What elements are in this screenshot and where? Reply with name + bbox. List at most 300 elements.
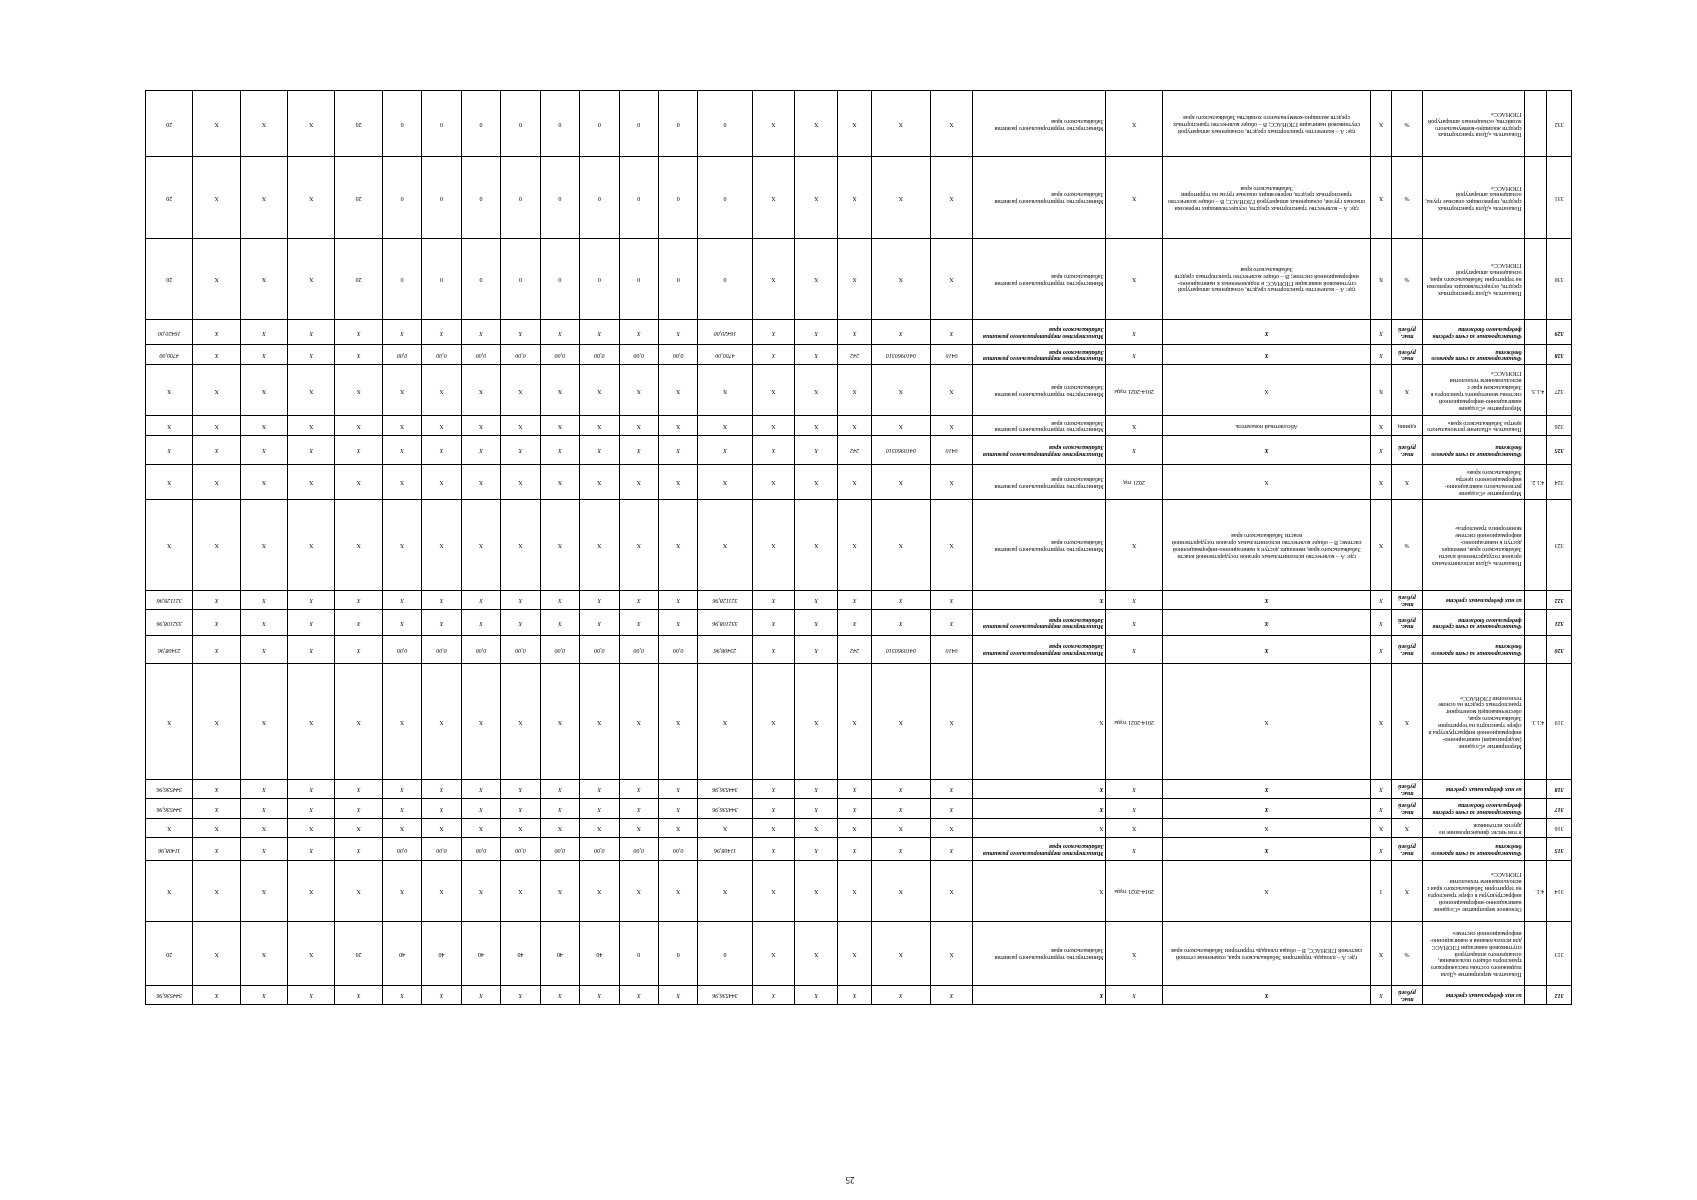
code-cell: X xyxy=(838,921,872,985)
code-cell: 0410960310 xyxy=(872,345,931,364)
year-value-cell: 0,00 xyxy=(422,345,461,364)
code-cell: X xyxy=(795,985,838,1004)
year-value-cell: X xyxy=(422,319,461,345)
year-value-cell: 0 xyxy=(501,91,540,157)
year-value-cell: X xyxy=(193,818,240,837)
code-cell: X xyxy=(930,838,973,861)
year-value-cell: X xyxy=(422,799,461,818)
item-name: Мероприятие «Создание регионального навигационно-информационного центра Забайкальского края» xyxy=(1423,464,1524,499)
weight-cell: X xyxy=(1371,91,1391,157)
year-value-cell: X xyxy=(619,435,658,464)
code-cell: X xyxy=(838,319,872,345)
table-row xyxy=(146,861,1572,921)
year-value-cell: X xyxy=(335,590,382,609)
code-cell: X xyxy=(838,779,872,798)
code-cell: X xyxy=(752,345,795,364)
code-cell: 0410960310 xyxy=(872,635,931,663)
code-cell: X xyxy=(752,91,795,157)
unit-cell: % xyxy=(1391,157,1423,238)
year-value-cell: 0,00 xyxy=(659,635,698,663)
year-value-cell: X xyxy=(461,500,500,591)
row-number: 332 xyxy=(1547,91,1572,157)
code-cell: X xyxy=(752,500,795,591)
year-value-cell: X xyxy=(619,779,658,798)
executor-cell: Министерство территориального развития Забайкальского края xyxy=(973,635,1106,663)
code-cell: X xyxy=(872,238,931,319)
unit-cell: тыс. рублей xyxy=(1391,779,1423,798)
year-value-cell: 0,00 xyxy=(659,345,698,364)
year-value-cell: X xyxy=(501,779,540,798)
year-value-cell: X xyxy=(461,416,500,435)
executor-cell: X xyxy=(973,861,1106,921)
final-value-cell: 23408,96 xyxy=(146,635,193,663)
item-name: Показатель «Доля исполнительных органов государственной власти Забайкальского края, имеющих доступ к навигационно-информационной системе мониторинга транспорта» xyxy=(1423,500,1524,591)
year-value-cell: X xyxy=(461,364,500,415)
item-index xyxy=(1524,985,1547,1004)
executor-cell: X xyxy=(973,799,1106,818)
weight-cell: X xyxy=(1371,921,1391,985)
total-cell: 0 xyxy=(698,91,752,157)
unit-cell: X xyxy=(1391,861,1423,921)
code-cell: X xyxy=(930,985,973,1004)
formula-cell: X xyxy=(1162,861,1371,921)
code-cell: X xyxy=(795,779,838,798)
code-cell: X xyxy=(872,416,931,435)
year-value-cell: 40 xyxy=(382,921,421,985)
code-cell: X xyxy=(872,818,931,837)
code-cell: X xyxy=(930,779,973,798)
code-cell: X xyxy=(838,500,872,591)
year-value-cell: X xyxy=(240,416,287,435)
item-name: Показатель «Доля транспортных средств, осуществляющих перевозки на территории Забайкальского края, оснащенных аппаратурой ГЛОНАСС» xyxy=(1423,238,1524,319)
code-cell: X xyxy=(838,838,872,861)
total-cell: X xyxy=(698,818,752,837)
code-cell: X xyxy=(795,610,838,636)
unit-cell: тыс. рублей xyxy=(1391,590,1423,609)
code-cell: 0410 xyxy=(930,345,973,364)
final-value-cell: X xyxy=(146,818,193,837)
code-cell: X xyxy=(795,663,838,779)
item-name: из них федеральных средств xyxy=(1423,779,1524,798)
year-value-cell: X xyxy=(335,345,382,364)
total-cell: 344536,96 xyxy=(698,799,752,818)
period-cell: X xyxy=(1106,779,1162,798)
year-value-cell: X xyxy=(461,610,500,636)
year-value-cell: X xyxy=(540,319,579,345)
table-row xyxy=(146,799,1572,818)
code-cell: X xyxy=(795,464,838,499)
year-value-cell: 0 xyxy=(540,91,579,157)
row-number: 315 xyxy=(1547,838,1572,861)
code-cell: 242 xyxy=(838,435,872,464)
item-index xyxy=(1524,319,1547,345)
year-value-cell: X xyxy=(288,985,335,1004)
year-value-cell: X xyxy=(659,861,698,921)
year-value-cell: X xyxy=(501,464,540,499)
period-cell: X xyxy=(1106,818,1162,837)
formula-cell: X xyxy=(1162,799,1371,818)
row-number: 330 xyxy=(1547,238,1572,319)
formula-cell: X xyxy=(1162,818,1371,837)
code-cell: X xyxy=(838,663,872,779)
year-value-cell: X xyxy=(461,663,500,779)
weight-cell: X xyxy=(1371,818,1391,837)
formula-cell: X xyxy=(1162,364,1371,415)
table-row xyxy=(146,779,1572,798)
year-value-cell: X xyxy=(461,464,500,499)
item-name: Показатель «Доля транспортных средств жилищно-коммунального хозяйства, оснащенных аппаратурой ГЛОНАСС» xyxy=(1423,91,1524,157)
code-cell: X xyxy=(795,91,838,157)
code-cell: X xyxy=(872,590,931,609)
row-number: 326 xyxy=(1547,416,1572,435)
code-cell: X xyxy=(930,818,973,837)
year-value-cell: X xyxy=(461,590,500,609)
year-value-cell: X xyxy=(193,921,240,985)
code-cell: X xyxy=(752,635,795,663)
year-value-cell: X xyxy=(193,319,240,345)
item-name: Мероприятие «Создание навигационно-информационной системы мониторинга транспорта в Забайкальском крае с использованием технологии ГЛОНАСС» xyxy=(1423,364,1524,415)
row-number: 319 xyxy=(1547,663,1572,779)
row-number: 321 xyxy=(1547,610,1572,636)
total-cell: X xyxy=(698,861,752,921)
unit-cell: тыс. рублей xyxy=(1391,345,1423,364)
year-value-cell: X xyxy=(501,435,540,464)
code-cell: X xyxy=(795,435,838,464)
item-name: Финансирование за счет краевого бюджета xyxy=(1423,635,1524,663)
table-row xyxy=(146,635,1572,663)
row-number: 324 xyxy=(1547,464,1572,499)
row-number: 320 xyxy=(1547,635,1572,663)
executor-cell: Министерство территориального развития Забайкальского края xyxy=(973,610,1106,636)
year-value-cell: X xyxy=(193,861,240,921)
year-value-cell: X xyxy=(240,985,287,1004)
executor-cell: Министерство территориального развития Забайкальского края xyxy=(973,319,1106,345)
formula-cell: X xyxy=(1162,345,1371,364)
total-cell: 23408,96 xyxy=(698,635,752,663)
year-value-cell: X xyxy=(335,464,382,499)
year-value-cell: X xyxy=(619,663,658,779)
year-value-cell: X xyxy=(461,799,500,818)
weight-cell: X xyxy=(1371,610,1391,636)
year-value-cell: X xyxy=(422,818,461,837)
year-value-cell: X xyxy=(382,779,421,798)
year-value-cell: 0 xyxy=(580,157,619,238)
row-number: 328 xyxy=(1547,345,1572,364)
final-value-cell: X xyxy=(146,663,193,779)
item-index xyxy=(1524,435,1547,464)
year-value-cell: X xyxy=(619,818,658,837)
code-cell: X xyxy=(752,818,795,837)
year-value-cell: X xyxy=(382,985,421,1004)
year-value-cell: X xyxy=(659,818,698,837)
final-value-cell: 11408,96 xyxy=(146,838,193,861)
year-value-cell: X xyxy=(382,799,421,818)
year-value-cell: X xyxy=(288,238,335,319)
year-value-cell: X xyxy=(422,663,461,779)
year-value-cell: 0 xyxy=(501,238,540,319)
year-value-cell: X xyxy=(659,500,698,591)
year-value-cell: 0,00 xyxy=(422,838,461,861)
code-cell: X xyxy=(752,364,795,415)
unit-cell: % xyxy=(1391,238,1423,319)
year-value-cell: X xyxy=(580,663,619,779)
executor-cell: X xyxy=(973,779,1106,798)
year-value-cell: X xyxy=(659,319,698,345)
weight-cell: X xyxy=(1371,663,1391,779)
year-value-cell: 0,00 xyxy=(461,635,500,663)
code-cell: X xyxy=(838,416,872,435)
weight-cell: X xyxy=(1371,238,1391,319)
final-value-cell: 20 xyxy=(146,921,193,985)
total-cell: X xyxy=(698,464,752,499)
row-number: 329 xyxy=(1547,319,1572,345)
item-index xyxy=(1524,838,1547,861)
code-cell: X xyxy=(930,238,973,319)
year-value-cell: 0,00 xyxy=(422,635,461,663)
year-value-cell: X xyxy=(240,435,287,464)
code-cell: X xyxy=(872,663,931,779)
year-value-cell: 0 xyxy=(659,91,698,157)
table-body xyxy=(146,91,1572,1005)
year-value-cell: 40 xyxy=(540,921,579,985)
year-value-cell: X xyxy=(580,610,619,636)
period-cell: X xyxy=(1106,838,1162,861)
year-value-cell: X xyxy=(382,464,421,499)
executor-cell: Министерство территориального развития Забайкальского края xyxy=(973,91,1106,157)
year-value-cell: X xyxy=(193,238,240,319)
item-index xyxy=(1524,818,1547,837)
final-value-cell: 344536,96 xyxy=(146,985,193,1004)
year-value-cell: 0,00 xyxy=(619,635,658,663)
final-value-cell: X xyxy=(146,464,193,499)
code-cell: X xyxy=(752,921,795,985)
code-cell: X xyxy=(930,590,973,609)
year-value-cell: 0 xyxy=(501,157,540,238)
code-cell: X xyxy=(930,861,973,921)
weight-cell: X xyxy=(1371,464,1391,499)
period-cell: 2014-2021 годы xyxy=(1106,663,1162,779)
final-value-cell: 20 xyxy=(146,238,193,319)
code-cell: X xyxy=(930,157,973,238)
unit-cell: % xyxy=(1391,500,1423,591)
code-cell: X xyxy=(930,416,973,435)
formula-cell: X xyxy=(1162,663,1371,779)
year-value-cell: X xyxy=(422,861,461,921)
year-value-cell: 0,00 xyxy=(501,345,540,364)
weight-cell: X xyxy=(1371,779,1391,798)
year-value-cell: X xyxy=(240,590,287,609)
year-value-cell: 0,00 xyxy=(580,345,619,364)
year-value-cell: X xyxy=(659,364,698,415)
code-cell: 242 xyxy=(838,635,872,663)
formula-cell: где: А – количество исполнительных органов государственной власти Забайкальского края, имеющих доступ к навигационно-информационной системе; В – общее количество исполнительных органов государственной власти Забайкальского края xyxy=(1162,500,1371,591)
formula-cell: X xyxy=(1162,635,1371,663)
table-row xyxy=(146,500,1572,591)
year-value-cell: 0 xyxy=(382,238,421,319)
weight-cell: X xyxy=(1371,985,1391,1004)
year-value-cell: X xyxy=(422,464,461,499)
period-cell: X xyxy=(1106,345,1162,364)
year-value-cell: X xyxy=(461,818,500,837)
year-value-cell: 0 xyxy=(461,91,500,157)
period-cell: X xyxy=(1106,500,1162,591)
formula-cell: X xyxy=(1162,319,1371,345)
year-value-cell: 20 xyxy=(335,157,382,238)
year-value-cell: X xyxy=(422,416,461,435)
year-value-cell: X xyxy=(540,663,579,779)
formula-cell: X xyxy=(1162,779,1371,798)
year-value-cell: X xyxy=(501,663,540,779)
code-cell: X xyxy=(838,238,872,319)
code-cell: X xyxy=(930,799,973,818)
table-row xyxy=(146,818,1572,837)
code-cell: X xyxy=(752,319,795,345)
year-value-cell: X xyxy=(335,435,382,464)
year-value-cell: X xyxy=(461,779,500,798)
year-value-cell: X xyxy=(659,610,698,636)
year-value-cell: 40 xyxy=(461,921,500,985)
formula-cell: X xyxy=(1162,610,1371,636)
weight-cell: X xyxy=(1371,590,1391,609)
code-cell: 242 xyxy=(838,345,872,364)
year-value-cell: X xyxy=(382,319,421,345)
code-cell: X xyxy=(752,663,795,779)
table-row xyxy=(146,464,1572,499)
formula-cell: X xyxy=(1162,590,1371,609)
year-value-cell: 0,00 xyxy=(580,838,619,861)
year-value-cell: X xyxy=(335,838,382,861)
code-cell: X xyxy=(930,364,973,415)
item-index xyxy=(1524,238,1547,319)
year-value-cell: X xyxy=(193,779,240,798)
item-index: 4.1. xyxy=(1524,861,1547,921)
table-row xyxy=(146,364,1572,415)
total-cell: 16420,00 xyxy=(698,319,752,345)
year-value-cell: X xyxy=(580,590,619,609)
year-value-cell: X xyxy=(240,157,287,238)
code-cell: X xyxy=(930,464,973,499)
year-value-cell: X xyxy=(540,500,579,591)
year-value-cell: X xyxy=(193,799,240,818)
year-value-cell: X xyxy=(288,779,335,798)
final-value-cell: 16420,00 xyxy=(146,319,193,345)
year-value-cell: 0,00 xyxy=(501,838,540,861)
year-value-cell: X xyxy=(193,464,240,499)
year-value-cell: 0 xyxy=(659,921,698,985)
year-value-cell: X xyxy=(619,799,658,818)
final-value-cell: 4700,00 xyxy=(146,345,193,364)
year-value-cell: X xyxy=(288,799,335,818)
code-cell: X xyxy=(838,861,872,921)
total-cell: X xyxy=(698,364,752,415)
year-value-cell: X xyxy=(659,799,698,818)
year-value-cell: X xyxy=(659,985,698,1004)
year-value-cell: 0,00 xyxy=(619,838,658,861)
year-value-cell: X xyxy=(288,921,335,985)
code-cell: X xyxy=(872,610,931,636)
code-cell: X xyxy=(752,861,795,921)
year-value-cell: 0,00 xyxy=(501,635,540,663)
unit-cell: % xyxy=(1391,921,1423,985)
code-cell: 0410 xyxy=(930,435,973,464)
formula-cell: X xyxy=(1162,838,1371,861)
weight-cell: X xyxy=(1371,838,1391,861)
code-cell: X xyxy=(872,319,931,345)
year-value-cell: 0,00 xyxy=(382,635,421,663)
final-value-cell: 20 xyxy=(146,91,193,157)
year-value-cell: X xyxy=(540,416,579,435)
unit-cell: тыс. рублей xyxy=(1391,799,1423,818)
year-value-cell: X xyxy=(193,435,240,464)
year-value-cell: X xyxy=(382,364,421,415)
year-value-cell: 0 xyxy=(580,238,619,319)
year-value-cell: X xyxy=(540,364,579,415)
year-value-cell: X xyxy=(288,610,335,636)
year-value-cell: 0,00 xyxy=(540,838,579,861)
year-value-cell: X xyxy=(461,319,500,345)
item-name: Показатель мероприятия «Доля подвижного состава пассажирского транспорта общего пользования, оснащенного аппаратурой спутниковой навигации ГЛОНАСС для использования в навигационно-информационной системе» xyxy=(1423,921,1524,985)
year-value-cell: X xyxy=(580,985,619,1004)
year-value-cell: X xyxy=(540,861,579,921)
year-value-cell: 0,00 xyxy=(619,345,658,364)
code-cell: X xyxy=(872,861,931,921)
executor-cell: Министерство территориального развития Забайкальского края xyxy=(973,345,1106,364)
year-value-cell: X xyxy=(240,91,287,157)
code-cell: X xyxy=(930,610,973,636)
weight-cell: X xyxy=(1371,500,1391,591)
year-value-cell: 0,00 xyxy=(540,635,579,663)
year-value-cell: 0,00 xyxy=(540,345,579,364)
table-row xyxy=(146,590,1572,609)
table-row xyxy=(146,345,1572,364)
code-cell: X xyxy=(872,985,931,1004)
code-cell: X xyxy=(872,799,931,818)
table-row xyxy=(146,838,1572,861)
year-value-cell: 0,00 xyxy=(461,345,500,364)
year-value-cell: X xyxy=(659,779,698,798)
row-number: 327 xyxy=(1547,364,1572,415)
year-value-cell: X xyxy=(193,610,240,636)
year-value-cell: X xyxy=(619,464,658,499)
executor-cell: Министерство территориального развития Забайкальского края xyxy=(973,238,1106,319)
code-cell: X xyxy=(838,610,872,636)
table-row xyxy=(146,238,1572,319)
item-index xyxy=(1524,779,1547,798)
period-cell: X xyxy=(1106,921,1162,985)
item-name: в том числе: финансирование из других источников xyxy=(1423,818,1524,837)
period-cell: X xyxy=(1106,985,1162,1004)
item-index xyxy=(1524,610,1547,636)
year-value-cell: X xyxy=(619,364,658,415)
row-number: 314 xyxy=(1547,861,1572,921)
code-cell: X xyxy=(872,464,931,499)
code-cell: X xyxy=(872,364,931,415)
code-cell: X xyxy=(795,799,838,818)
total-cell: 321128,96 xyxy=(698,590,752,609)
year-value-cell: X xyxy=(288,91,335,157)
year-value-cell: X xyxy=(540,610,579,636)
final-value-cell: 332108,96 xyxy=(146,610,193,636)
table-row xyxy=(146,435,1572,464)
code-cell: X xyxy=(930,319,973,345)
year-value-cell: 0 xyxy=(540,238,579,319)
total-cell: 4700,00 xyxy=(698,345,752,364)
code-cell: X xyxy=(872,838,931,861)
item-name: Показатель «Наличие регионального центра Забайкальского края» xyxy=(1423,416,1524,435)
year-value-cell: X xyxy=(501,364,540,415)
code-cell: X xyxy=(838,590,872,609)
year-value-cell: X xyxy=(580,500,619,591)
